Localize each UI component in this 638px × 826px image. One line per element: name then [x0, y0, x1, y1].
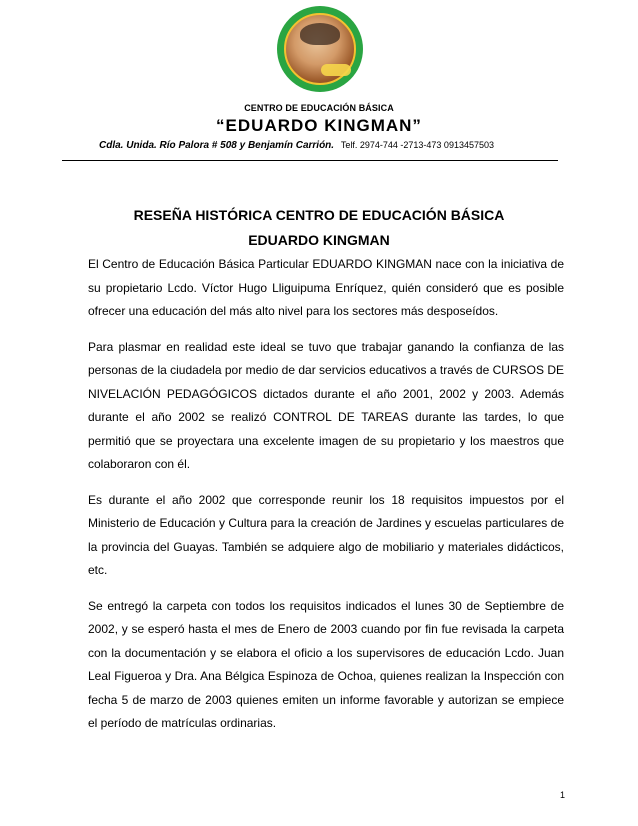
document-body — [88, 253, 564, 748]
school-address-line — [99, 140, 494, 151]
page-number: 1 — [560, 790, 566, 800]
school-phones: Telf. 2974-744 -2713-473 0913457503 — [340, 140, 494, 150]
logo-ribbon — [321, 64, 351, 76]
school-type: CENTRO DE EDUCACIÓN BÁSICA — [244, 103, 394, 113]
paragraph: Para plasmar en realidad este ideal se tuvo que trabajar ganando la confianza de las personas de la ciudadela por medio de dar servicios educativos a través de CURSOS DE NIVELACIÓN PEDAGÓGICOS dictados durante el año 2001, 2002 y 2003. Además durante el año 2002 se realizó CONTROL DE TAREAS durante las tardes, lo que permitió que se proyectara una excelente imagen de su propietario y los maestros que colaboraron con él. — [88, 339, 564, 471]
school-name: “EDUARDO KINGMAN” — [216, 116, 422, 135]
title-line-1: RESEÑA HISTÓRICA CENTRO DE EDUCACIÓN BÁSICA — [133, 207, 505, 223]
document-title — [0, 203, 638, 253]
paragraph: Es durante el año 2002 que corresponde reunir los 18 requisitos impuestos por el Ministerio de Educación y Cultura para la creación de Jardines y escuelas particulares de la provincia del Guayas. También se adquiere algo de mobiliario y materiales didácticos, etc. — [88, 492, 564, 577]
title-line-2: EDUARDO KINGMAN — [248, 232, 390, 248]
paragraph: El Centro de Educación Básica Particular EDUARDO KINGMAN nace con la iniciativa de su propietario Lcdo. Víctor Hugo Lliguipuma Enríquez, quién consideró que es posible ofrecer una educación del más alto nivel para los sectores más desposeídos. — [88, 257, 564, 318]
header-divider — [62, 160, 558, 161]
paragraph: Se entregó la carpeta con todos los requisitos indicados el lunes 30 de Septiembre de 2002, y se esperó hasta el mes de Enero de 2003 cuando por fin fue revisada la carpeta con la documentación y se elabora el oficio a los supervisores de educación Lcdo. Juan Leal Figueroa y Dra. Ana Bélgica Espinoza de Ochoa, quienes realizan la Inspección con fecha 5 de marzo de 2003 quienes emiten un informe favorable y autorizan se empiece el período de matrículas ordinarias. — [88, 598, 564, 730]
school-address: Cdla. Unida. Río Palora # 508 y Benjamín Carrión. — [99, 140, 335, 151]
school-logo — [277, 6, 363, 92]
